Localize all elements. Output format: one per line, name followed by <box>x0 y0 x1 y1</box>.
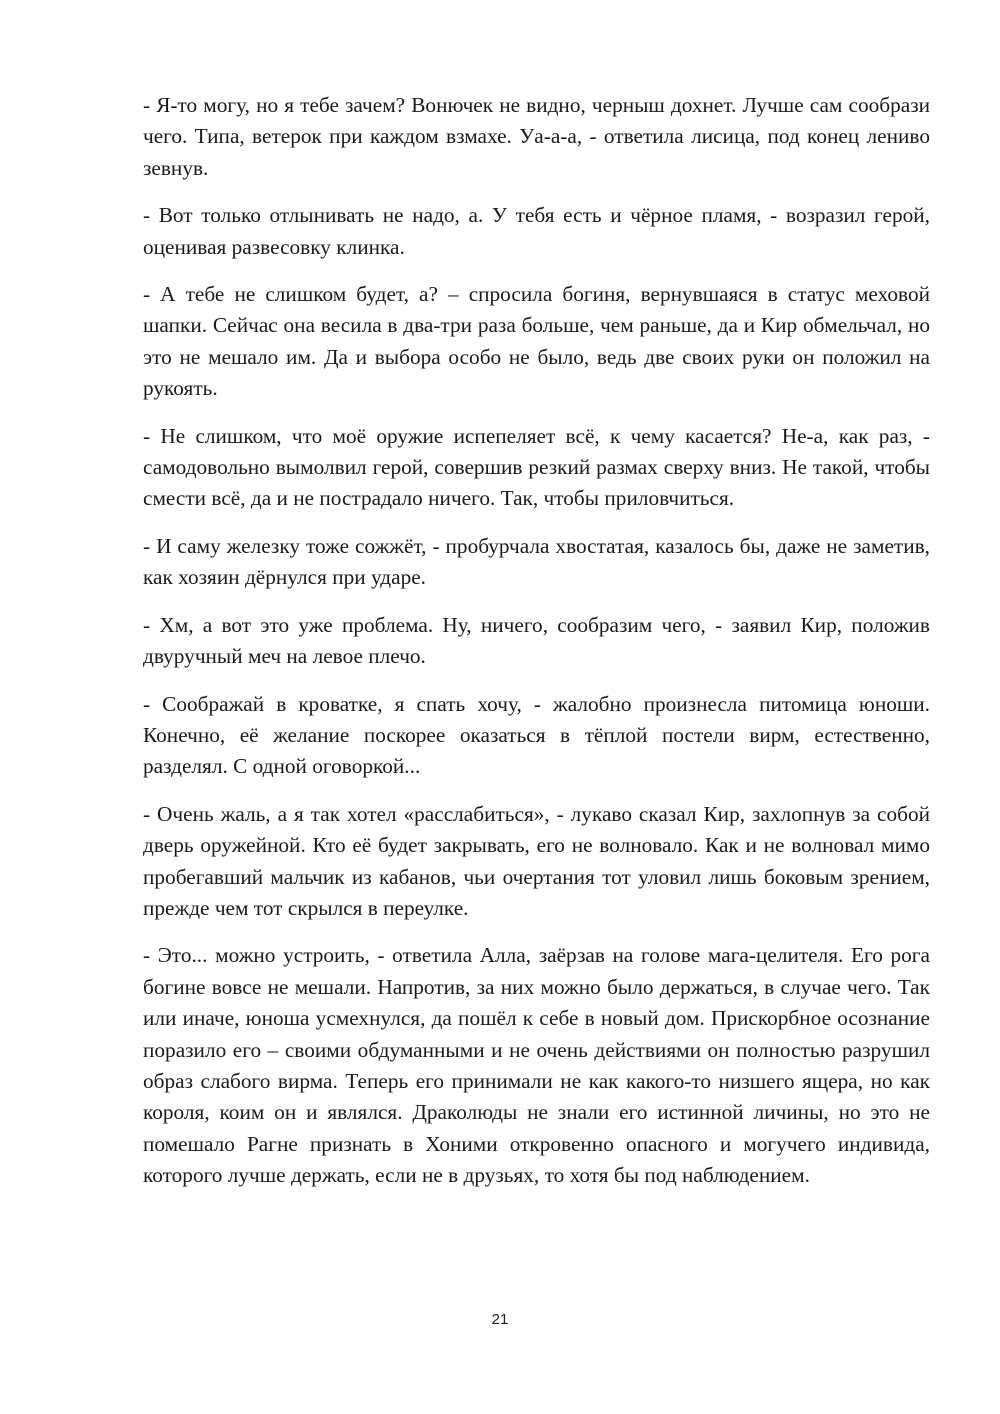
paragraph: - А тебе не слишком будет, а? – спросила богиня, вернувшаяся в статус меховой шапки. Сейчас она весила в два-три раза больше, чем раньше, да и Кир обмельчал, но это не мешало им. Да и выбора особо не было, ведь две своих руки он положил на рукоять. <box>143 282 930 401</box>
paragraph: - Очень жаль, а я так хотел «расслабиться», - лукаво сказал Кир, захлопнув за собой дверь оружейной. Кто её будет закрывать, его не волновало. Как и не волновал мимо пробегавший мальчик из кабанов, чьи очертания тот уловил лишь боковым зрением, прежде чем тот скрылся в переулке. <box>143 801 930 920</box>
paragraph: - Вот только отлынивать не надо, а. У тебя есть и чёрное пламя, - возразил герой, оценивая развесовку клинка. <box>143 203 930 259</box>
page-number: 21 <box>491 1311 509 1328</box>
paragraph: - И саму железку тоже сожжёт, - пробурчала хвостатая, казалось бы, даже не заметив, как хозяин дёрнулся при ударе. <box>143 533 930 590</box>
paragraph: - Хм, а вот это уже проблема. Ну, ничего, сообразим чего, - заявил Кир, положив двуручный меч на левое плечо. <box>143 612 930 669</box>
paragraph: - Соображай в кроватке, я спать хочу, - жалобно произнесла питомица юноши. Конечно, её желание поскорее оказаться в тёплой постели вирм, естественно, разделял. С одной оговоркой... <box>143 691 930 779</box>
paragraph: - Это... можно устроить, - ответила Алла, заёрзав на голове мага-целителя. Его рога богине вовсе не мешали. Напротив, за них можно было держаться, в случае чего. Так или иначе, юноша усмехнулся, да пошёл к себе в новый дом. Прискорбное осознание поразило его – своими обдуманными и не очень действиями он полностью разрушил образ слабого вирма. Теперь его принимали не как какого-то низшего ящера, но как короля, коим он и являлся. Драколюды не знали его истинной личины, но это не помешало Рагне признать в Хоними откровенно опасного и могучего индивида, которого лучше держать, если не в друзьях, то хотя бы под наблюдением. <box>143 943 930 1188</box>
paragraph: - Не слишком, что моё оружие испепеляет всё, к чему касается? Не-а, как раз, - самодовольно вымолвил герой, совершив резкий размах сверху вниз. Не такой, чтобы смести всё, да и не пострадало ничего. Так, чтобы приловчиться. <box>143 423 930 511</box>
page-body <box>143 90 930 1208</box>
paragraph: - Я-то могу, но я тебе зачем? Вонючек не видно, черныш дохнет. Лучше сам сообрази чего. Типа, ветерок при каждом взмахе. Уа-а-а, - ответила лисица, под конец лениво зевнув. <box>143 93 930 180</box>
